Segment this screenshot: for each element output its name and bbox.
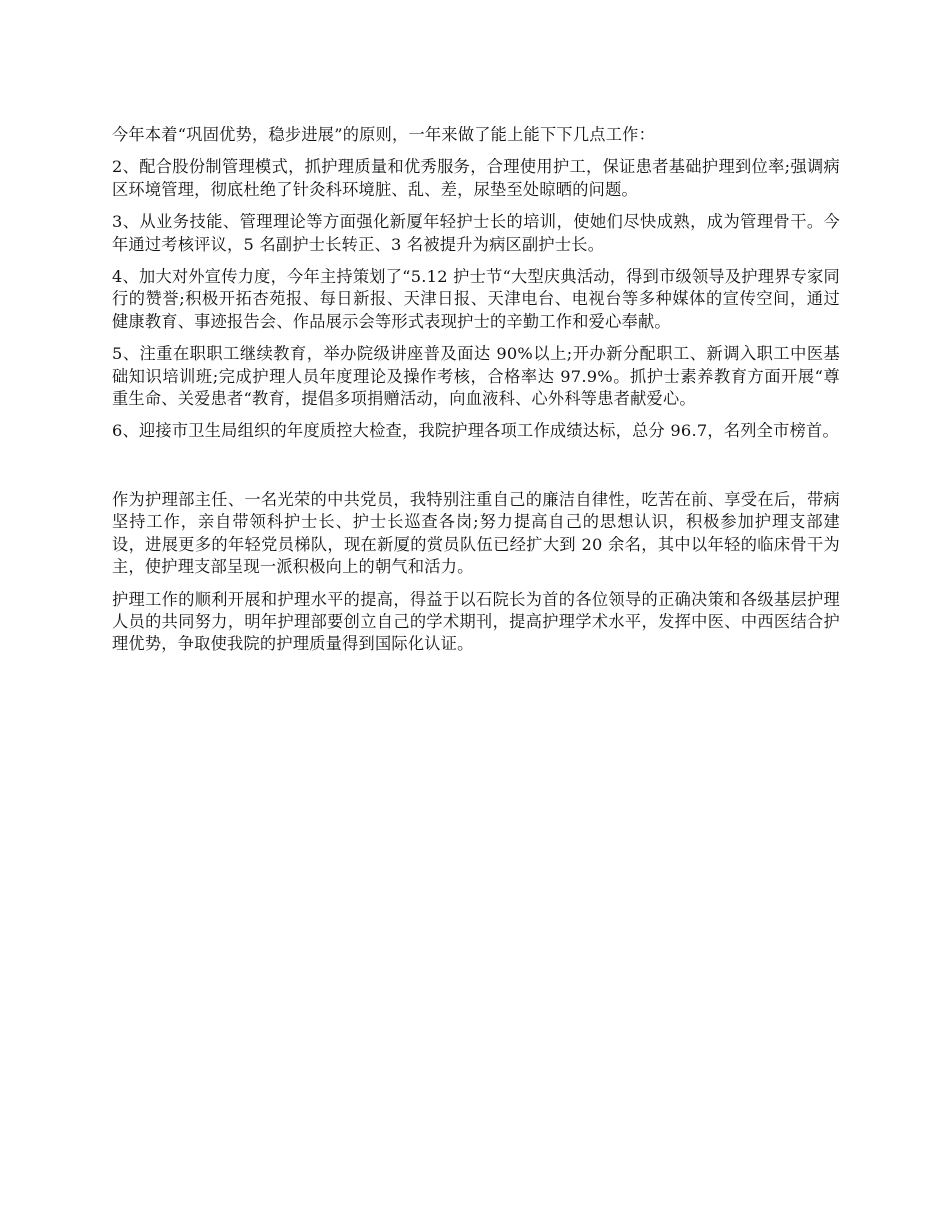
paragraph-item-6: 6、迎接市卫生局组织的年度质控大检查，我院护理各项工作成绩达标，总分 96.7，名列全市榜首。 xyxy=(112,421,839,441)
paragraph-intro: 今年本着“巩固优势，稳步进展”的原则，一年来做了能上能下下几点工作： xyxy=(112,125,656,144)
paragraph-item-2: 2、配合股份制管理模式，抓护理质量和优秀服务，合理使用护工，保证患者基础护理到位率;强调病区环境管理，彻底杜绝了针灸科环境脏、乱、差，尿垫至处晾晒的问题。 xyxy=(112,157,840,199)
document-page xyxy=(112,124,840,666)
paragraph-item-5: 5、注重在职职工继续教育，举办院级讲座普及面达 90%以上;开办新分配职工、新调入职工中医基础知识培训班;完成护理人员年度理论及操作考核，合格率达 97.9%。抓护士素养教育方面开展“尊重生命、关爱患者“教育，提倡多项捐赠活动，向血液科、心外科等患者献爱心。 xyxy=(112,344,840,409)
paragraph-conclusion: 护理工作的顺利开展和护理水平的提高，得益于以石院长为首的各位领导的正确决策和各级基层护理人员的共同努力，明年护理部要创立自己的学术期刊，提高护理学术水平，发挥中医、中西医结合护理优势，争取使我院的护理质量得到国际化认证。 xyxy=(112,589,840,654)
paragraph-party-member: 作为护理部主任、一名光荣的中共党员，我特别注重自己的廉洁自律性，吃苦在前、享受在后，带病坚持工作，亲自带领科护士长、护士长巡查各岗;努力提高自己的思想认识，积极参加护理支部建设，进展更多的年轻党员梯队，现在新厦的赏员队伍已经扩大到 20 余名，其中以年轻的临床骨干为主，使护理支部呈现一派积极向上的朝气和活力。 xyxy=(112,489,840,577)
paragraph-item-3: 3、从业务技能、管理理论等方面强化新厦年轻护士长的培训，使她们尽快成熟，成为管理骨干。今年通过考核评议，5 名副护士长转正、3 名被提升为病区副护士长。 xyxy=(112,212,840,254)
section-spacer xyxy=(112,453,840,489)
paragraph-item-4: 4、加大对外宣传力度，今年主持策划了“5.12 护士节“大型庆典活动，得到市级领导及护理界专家同行的赞誉;积极开拓杏苑报、每日新报、天津日报、天津电台、电视台等多种媒体的宣传空间，通过健康教育、事迹报告会、作品展示会等形式表现护士的辛勤工作和爱心奉献。 xyxy=(112,267,840,331)
